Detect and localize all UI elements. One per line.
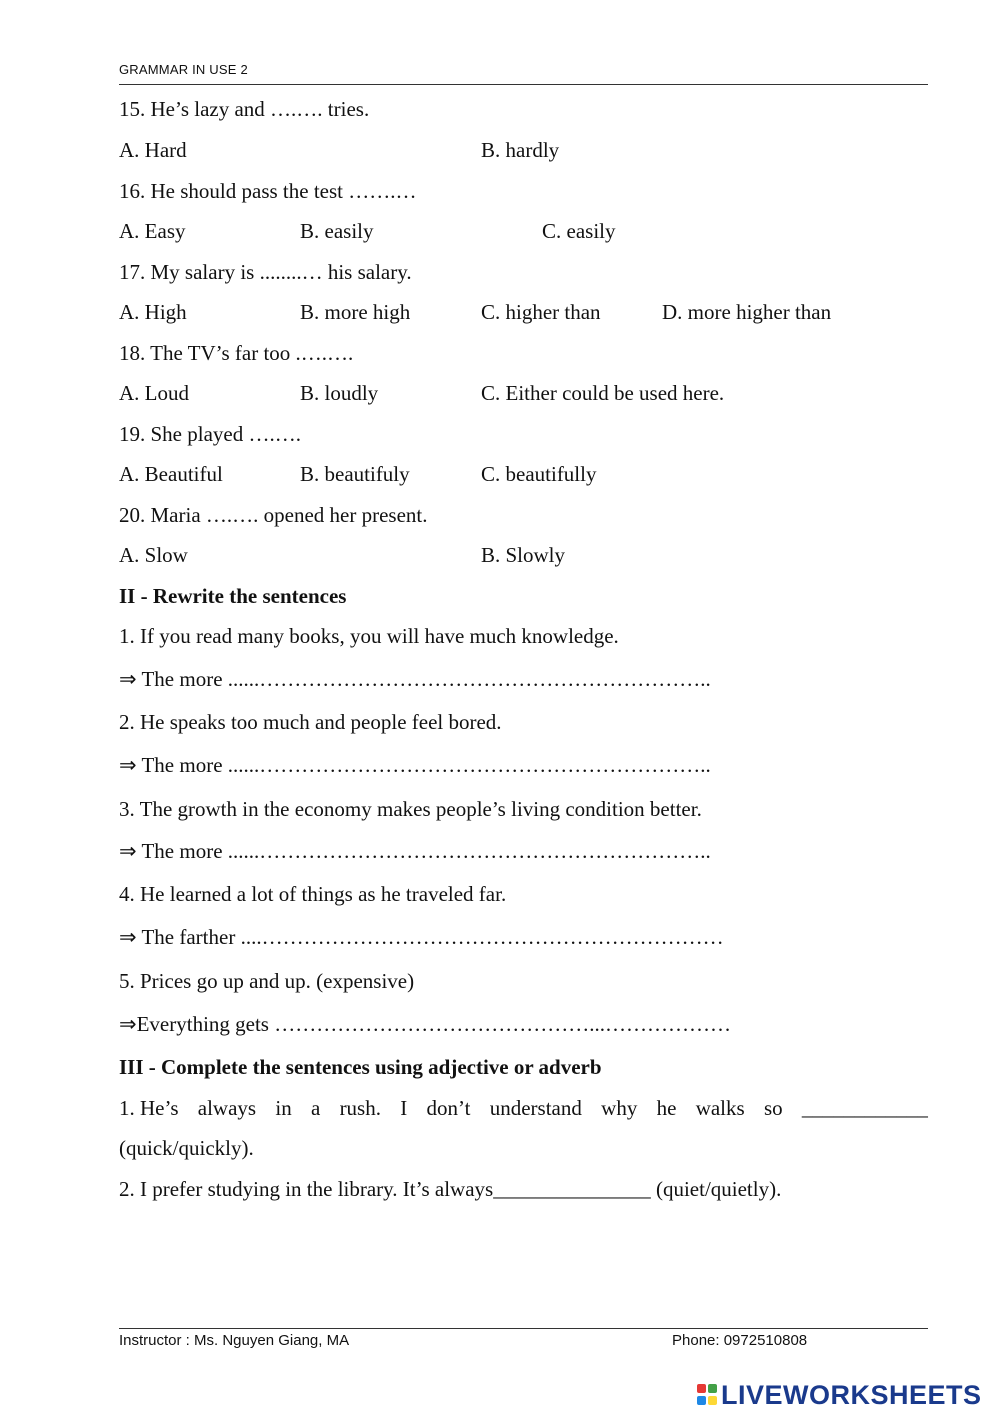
- footer-rule: [119, 1328, 928, 1329]
- question-16: 16. He should pass the test …….…: [119, 179, 417, 203]
- rewrite-sentence-1: 1. If you read many books, you will have much knowledge.: [119, 624, 619, 648]
- footer-phone: Phone: 0972510808: [672, 1332, 808, 1349]
- liveworksheets-logo-text: LIVEWORKSHEETS: [721, 1379, 982, 1410]
- item1-word: 1. He’s: [119, 1096, 179, 1120]
- item1-word: rush.: [339, 1096, 381, 1120]
- question-20: 20. Maria ….…. opened her present.: [119, 503, 428, 527]
- q18-option-a: A. Loud: [119, 381, 189, 405]
- liveworksheets-logo-icon: [697, 1382, 719, 1408]
- complete-item-1-continued: (quick/quickly).: [119, 1136, 254, 1160]
- item1-word: a: [310, 1096, 321, 1120]
- rewrite-sentence-2: 2. He speaks too much and people feel bored.: [119, 710, 502, 734]
- question-17: 17. My salary is ........… his salary.: [119, 260, 412, 284]
- q17-option-a: A. High: [119, 300, 187, 324]
- item1-word: always: [197, 1096, 257, 1120]
- section-2-heading: II - Rewrite the sentences: [119, 584, 347, 608]
- q17-option-d: D. more higher than: [662, 300, 832, 324]
- item1-word: he: [656, 1096, 677, 1120]
- section-3-heading: III - Complete the sentences using adjective or adverb: [119, 1055, 602, 1079]
- footer-instructor: Instructor : Ms. Nguyen Giang, MA: [119, 1332, 350, 1349]
- q17-option-c: C. higher than: [481, 300, 601, 324]
- q16-option-b: B. easily: [300, 219, 374, 243]
- header-rule: [119, 84, 928, 85]
- item1-word: walks: [695, 1096, 745, 1120]
- question-19: 19. She played ….….: [119, 422, 301, 446]
- document-header: GRAMMAR IN USE 2: [119, 62, 248, 77]
- rewrite-answer-1[interactable]: ⇒ The more ......………………………………………………………..: [119, 667, 711, 691]
- question-18: 18. The TV’s far too .….….: [119, 341, 354, 365]
- q15-option-b: B. hardly: [481, 138, 560, 162]
- complete-item-1: [119, 1095, 928, 1121]
- liveworksheets-logo[interactable]: [697, 1378, 982, 1412]
- q16-option-a: A. Easy: [119, 219, 186, 243]
- q16-option-c: C. easily: [542, 219, 616, 243]
- question-15: 15. He’s lazy and ….…. tries.: [119, 97, 370, 121]
- q17-option-b: B. more high: [300, 300, 411, 324]
- rewrite-sentence-4: 4. He learned a lot of things as he traveled far.: [119, 882, 507, 906]
- q19-option-c: C. beautifully: [481, 462, 597, 486]
- q19-option-a: A. Beautiful: [119, 462, 223, 486]
- rewrite-answer-3[interactable]: ⇒ The more ......………………………………………………………..: [119, 839, 711, 863]
- rewrite-answer-5[interactable]: ⇒Everything gets ………………………………………...………………: [119, 1012, 731, 1036]
- complete-item-2[interactable]: 2. I prefer studying in the library. It’s always_______________ (quiet/quietly).: [119, 1177, 782, 1201]
- rewrite-answer-4[interactable]: ⇒ The farther ....…………………………………………………………: [119, 925, 724, 949]
- q18-option-c: C. Either could be used here.: [481, 381, 725, 405]
- item1-word: why: [601, 1096, 638, 1120]
- q20-option-b: B. Slowly: [481, 543, 566, 567]
- q15-option-a: A. Hard: [119, 138, 187, 162]
- item1-word: I: [400, 1096, 408, 1120]
- rewrite-sentence-5: 5. Prices go up and up. (expensive): [119, 969, 415, 993]
- item1-answer-blank[interactable]: ____________: [801, 1096, 928, 1120]
- item1-word: in: [275, 1096, 292, 1120]
- q19-option-b: B. beautifuly: [300, 462, 410, 486]
- item1-word: don’t: [426, 1096, 471, 1120]
- item1-word: so: [763, 1096, 783, 1120]
- q18-option-b: B. loudly: [300, 381, 379, 405]
- item1-word: understand: [489, 1096, 582, 1120]
- rewrite-sentence-3: 3. The growth in the economy makes people’s living condition better.: [119, 797, 702, 821]
- rewrite-answer-2[interactable]: ⇒ The more ......………………………………………………………..: [119, 753, 711, 777]
- q20-option-a: A. Slow: [119, 543, 188, 567]
